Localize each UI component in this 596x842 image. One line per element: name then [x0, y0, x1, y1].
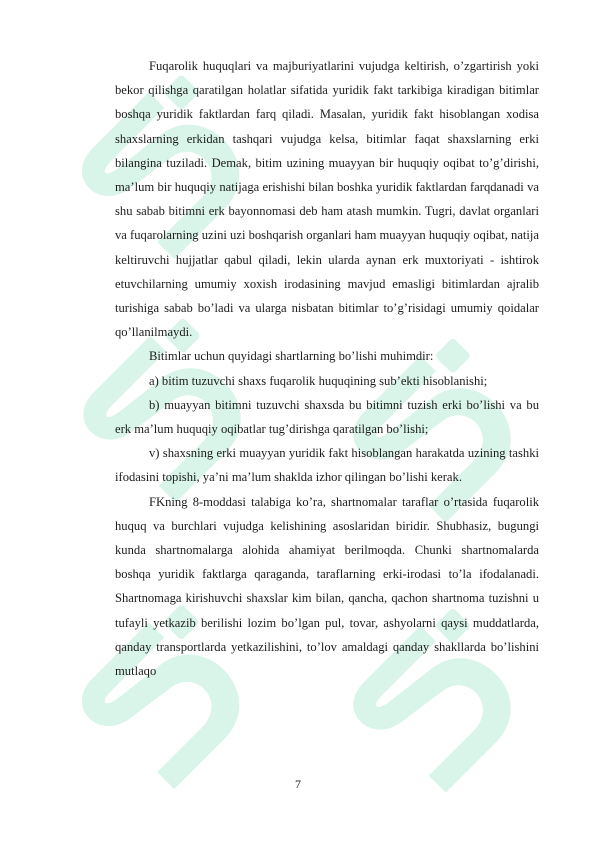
paragraph: Fuqarolik huquqlari va majburiyatlarini vujudga keltirish, o’zgartirish yoki bekor qilishga qaratilgan holatlar sifatida yuridik fakt tarkibiga kiradigan bitimlar boshqa yuridik faktlardan farq qiladi. Masalan, yuridik fakt hisoblangan xodisa shaxslarning erkidan tashqari vujudga kelsa, bitimlar faqat shaxslarning erki bilangina tuziladi. Demak, bitim uzining muayyan bir huquqiy oqibat to’g’dirishi, ma’lum bir huquqiy natijaga erishishi bilan boshka yuridik faktlardan farqdanadi va shu sabab bitimni erk bayonnomasi deb ham atash mumkin. Tugri, davlat organlari va fuqarolarning uzini uzi boshqarish organlari ham muayyan huquqiy oqibat, natija keltiruvchi hujjatlar qabul qiladi, lekin ularda aynan erk muxtoriyati - ishtirok etuvchilarning umumiy xoxish irodasining mavjud emasligi bitimlardan ajralib turishiga sabab bo’ladi va ularga nisbatan bitimlar to’g’risidagi umumiy qoidalar qo’llanilmaydi.: [115, 59, 539, 340]
list-item: v) shaxsning erki muayyan yuridik fakt hisoblangan harakatda uzining tashki ifodasini topishi, ya’ni ma’lum shaklda izhor qilingan bo’lishi kerak.: [115, 446, 539, 485]
document-body: [115, 54, 539, 683]
list-item: b) muayyan bitimni tuzuvchi shaxsda bu bitimni tuzish erki bo’lishi va bu erk ma’lum huquqiy oqibatlar tug’dirishga qaratilgan bo’lishi;: [115, 397, 539, 437]
paragraph: Bitimlar uchun quyidagi shartlarning bo’lishi muhimdir:: [149, 349, 434, 364]
paragraph: FKning 8-moddasi talabiga ko’ra, shartnomalar taraflar o’rtasida fuqarolik huquq va burchlari vujudga kelishining asoslaridan biridir. Shubhasiz, bugungi kunda shartnomalarga alohida ahamiyat berilmoqda. Chunki shartnomalarda boshqa yuridik faktlarga qaraganda, taraflarning erki-irodasi to’la ifodalanadi. Shartnomaga kirishuvchi shaxslar kim bilan, qancha, qachon shartnoma tuzishni u tufayli yetkazib berilishi lozim bo’lgan pul, tovar, ashyolarni qaysi muddatlarda, qanday transportlarda yetkazilishini, to’lov amaldagi qanday shakllarda bo’lishini mutlaqo: [115, 494, 539, 679]
page-number: 7: [295, 777, 301, 791]
list-item: a) bitim tuzuvchi shaxs fuqarolik huquqining sub’ekti hisoblanishi;: [149, 373, 488, 388]
